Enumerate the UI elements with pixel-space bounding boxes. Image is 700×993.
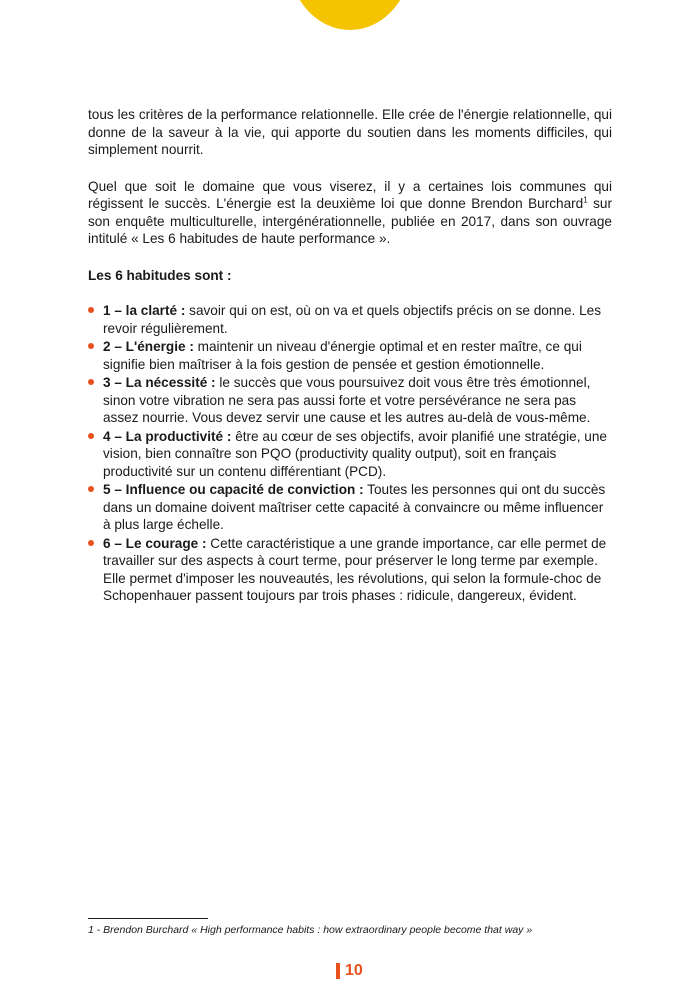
bullet-dot-icon: [88, 307, 94, 313]
habit-label: 3 – La nécessité :: [103, 375, 216, 390]
bullet-dot-icon: [88, 433, 94, 439]
list-item: [88, 535, 612, 605]
habit-text: maintenir un niveau d'énergie optimal et en rester maître, ce qui signifie bien maîtriser à la fois gestion de pensée et gestion émotionnelle.: [103, 339, 582, 372]
paragraph-common-laws-text-end: sur son enquête multiculturelle, intergénérationnelle, publiée en 2017, dans son ouvrage intitulé « Les 6 habitudes de haute performance ».: [88, 196, 612, 246]
list-item: [88, 481, 612, 534]
main-content: [88, 106, 612, 606]
page-number-text: 10: [345, 962, 363, 979]
habit-text: savoir qui on est, où on va et quels objectifs précis on se donne. Les revoir régulièrement.: [103, 303, 601, 336]
list-item: [88, 374, 612, 427]
habit-text: être au cœur de ses objectifs, avoir planifié une stratégie, une vision, bien connaître son PQO (productivity quality output), soit en français productivité sur un contenu différentiant (PCD).: [103, 428, 607, 479]
habit-label: 4 – La productivité :: [103, 428, 232, 444]
habit-text: Toutes les personnes qui ont du succès dans un domaine doivent maîtriser cette capacité à convaincre ou même influencer à plus large échelle.: [103, 482, 606, 532]
footnote: 1 - Brendon Burchard « High performance habits : how extraordinary people become that way »: [88, 924, 533, 936]
bullet-dot-icon: [88, 540, 94, 546]
habit-text: le succès que vous poursuivez doit vous être très émotionnel, sinon votre vibration ne sera pas aussi forte et votre persévérance ne sera pas assez nourrie. Vous devez servir une cause et les autres au-delà de vous-même.: [103, 375, 591, 425]
paragraph-common-laws-text: Quel que soit le domaine que vous viserez, il y a certaines lois communes qui régissent le succès. L'énergie est la deuxième loi que donne Brendon Burchard: [88, 178, 612, 211]
footnote-reference[interactable]: 1: [583, 195, 588, 205]
habit-label: 6 – Le courage :: [103, 535, 207, 551]
bullet-dot-icon: [88, 486, 94, 492]
habit-label: 2 – L'énergie :: [103, 339, 194, 354]
page-number: [336, 962, 363, 980]
bullet-dot-icon: [88, 379, 94, 385]
footnote-divider: [88, 918, 208, 919]
list-item: [88, 428, 612, 481]
habits-heading: Les 6 habitudes sont :: [88, 267, 232, 283]
paragraph-common-laws: [88, 178, 612, 248]
list-item: [88, 302, 612, 337]
habit-label: 5 – Influence ou capacité de conviction :: [103, 482, 364, 497]
page-marker-bar: [336, 963, 340, 979]
decorative-yellow-circle: [288, 0, 412, 30]
list-item: [88, 338, 612, 373]
bullet-dot-icon: [88, 343, 94, 349]
paragraph-relational-energy: tous les critères de la performance relationnelle. Elle crée de l'énergie relationnelle, qui donne de la saveur à la vie, qui apporte du soutien dans les moments difficiles, qui simplement nourrit.: [88, 107, 612, 157]
habit-text: Cette caractéristique a une grande importance, car elle permet de travailler sur des aspects à court terme, pour préserver le long terme par exemple. Elle permet d'imposer les nouveautés, les révolutions, qui selon la formule-choc de Schopenhauer passent toujours par trois phases : ridicule, dangereux, évident.: [103, 535, 607, 603]
habit-label: 1 – la clarté :: [103, 303, 186, 318]
habits-list: [88, 302, 612, 605]
